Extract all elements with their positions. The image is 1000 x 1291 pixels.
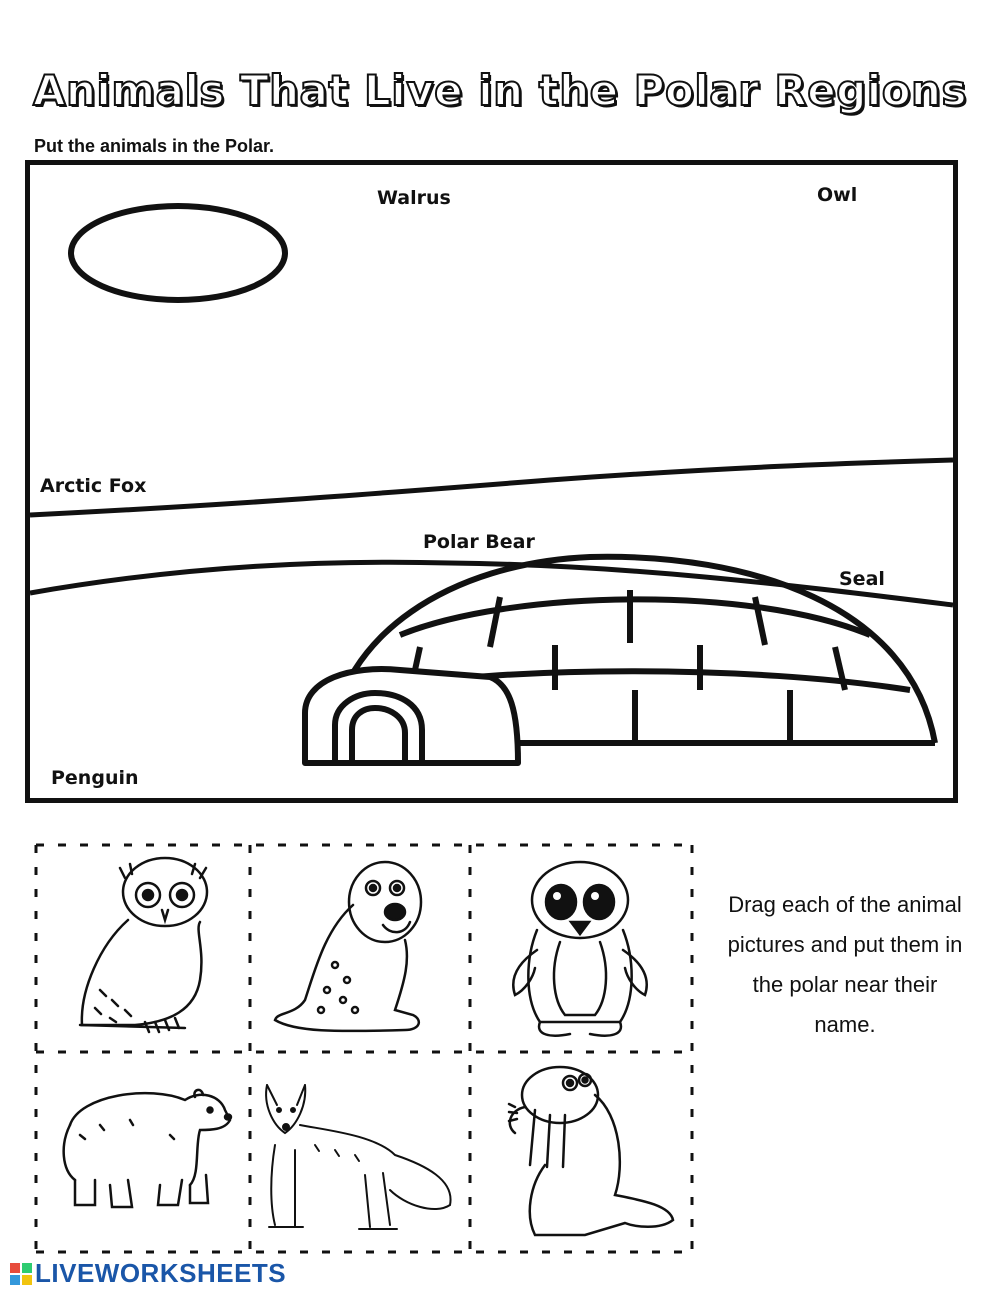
owl-picture: [40, 850, 250, 1045]
animal-card-penguin[interactable]: [475, 850, 685, 1045]
animal-card-walrus[interactable]: [475, 1055, 685, 1250]
animal-card-owl[interactable]: [40, 850, 250, 1045]
drop-label-penguin[interactable]: Penguin: [51, 767, 139, 789]
instruction-text: Put the animals in the Polar.: [34, 136, 275, 156]
animal-card-arctic-fox[interactable]: [255, 1055, 465, 1250]
drop-label-owl[interactable]: Owl: [817, 184, 858, 206]
liveworksheets-brand-text: LIVEWORKSHEETS: [35, 1258, 287, 1288]
animal-card-seal[interactable]: [255, 850, 465, 1045]
arctic-fox-picture: [255, 1055, 465, 1250]
penguin-picture: [475, 850, 685, 1045]
worksheet-title: Animals That Live in the Polar Regions: [33, 66, 967, 115]
seal-picture: [255, 850, 465, 1045]
polar-bear-picture: [40, 1055, 250, 1250]
animal-card-polar-bear[interactable]: [40, 1055, 250, 1250]
drop-label-walrus[interactable]: Walrus: [377, 187, 451, 209]
drag-instruction-note: Drag each of the animal pictures and put them in the polar near their name.: [727, 892, 963, 1037]
liveworksheets-logo-icon: [10, 1263, 32, 1285]
drop-label-seal[interactable]: Seal: [839, 568, 885, 590]
liveworksheets-brand[interactable]: [10, 1258, 286, 1289]
drop-label-arctic-fox[interactable]: Arctic Fox: [40, 475, 147, 497]
walrus-picture: [475, 1055, 685, 1250]
drop-label-polar-bear[interactable]: Polar Bear: [423, 531, 535, 553]
